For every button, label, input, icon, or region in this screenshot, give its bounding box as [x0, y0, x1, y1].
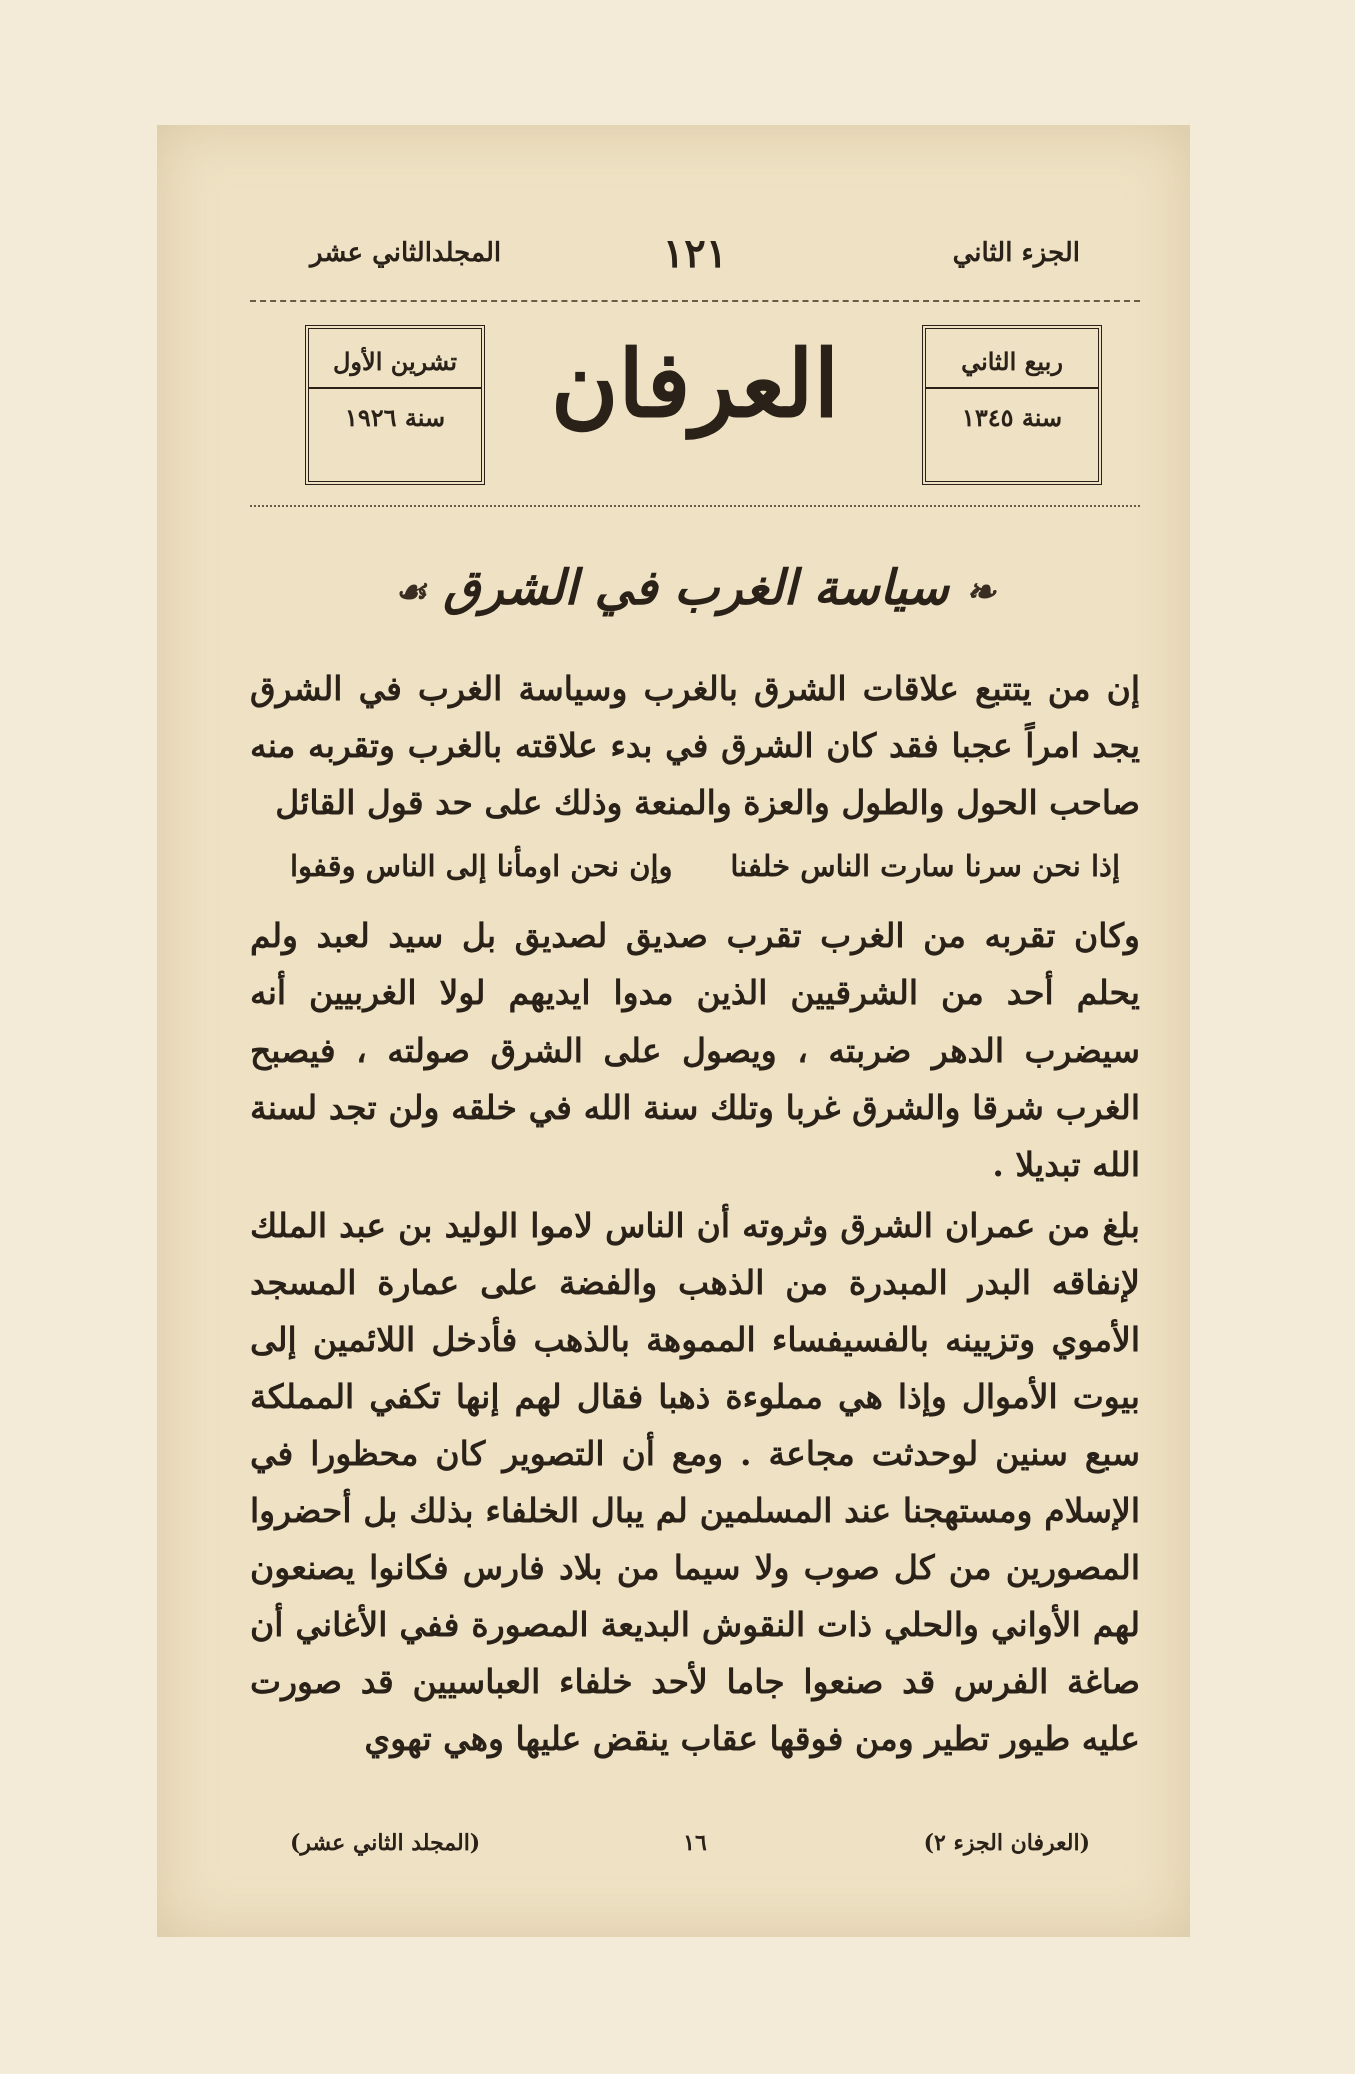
hijri-month: ربيع الثاني: [961, 347, 1063, 376]
gregorian-year: سنة ١٩٢٦: [309, 387, 481, 437]
header-volume: المجلدالثاني عشر: [310, 238, 502, 268]
gregorian-month: تشرين الأول: [332, 347, 458, 376]
page-footer: [250, 1830, 1140, 1870]
footer-volume: (المجلد الثاني عشر): [290, 1830, 481, 1856]
paragraph-3: بلغ من عمران الشرق وثروته أن الناس لاموا الوليد بن عبد الملك لإنفاقه البدر المبدرة من الذهب والفضة على عمارة المسجد الأموي وتزيينه بالفسيفساء المموهة بالذهب فأدخل اللائمين إلى بيوت الأموال وإذا هي مملوءة ذهبا فقال لهم إنها تكفي المملكة سبع سنين لوحدثت مجاعة . ومع أن التصوير كان محظورا في الإسلام ومستهجنا عند المسلمين لم يبال الخلفاء بذلك بل أحضروا المصورين من كل صوب ولا سيما من بلاد فارس فكانوا يصنعون لهم الأواني والحلي ذات النقوش البديعة المصورة ففي الأغاني أن صاغة الفرس قد صنعوا جاما لأحد خلفاء العباسيين قد صورت عليه طيور تطير ومن فوقها عقاب ينقض عليها وهي تهوي: [250, 1205, 1140, 1759]
poetry-verse: [250, 841, 1140, 891]
verse-first-hemistich: إذا نحن سرنا سارت الناس خلفنا: [730, 849, 1120, 884]
footer-issue: (العرفان الجزء ٢): [923, 1830, 1090, 1856]
header-part: الجزء الثاني: [952, 238, 1080, 268]
header-page-number: ١٢١: [662, 230, 728, 277]
gregorian-date-box: [305, 325, 485, 485]
hijri-year: سنة ١٣٤٥: [926, 387, 1098, 437]
paragraph-1: إن من يتتبع علاقات الشرق بالغرب وسياسة الغرب في الشرق يجد امراً عجبا فقد كان الشرق في بدء علاقته بالغرب وتقربه منه صاحب الحول والطول والعزة والمنعة وذلك على حد قول القائل: [250, 669, 1140, 823]
magazine-page: [250, 210, 1140, 1870]
hijri-date-box: [922, 325, 1102, 485]
ornament-right-icon: ❧: [965, 571, 996, 613]
article-title: سياسة الغرب في الشرق: [443, 560, 949, 616]
masthead-title: العرفان: [550, 330, 840, 438]
ornament-left-icon: ☙: [394, 571, 427, 613]
article-title-row: [250, 560, 1140, 616]
header-rule: [250, 300, 1140, 302]
footer-page-number: ١٦: [683, 1830, 707, 1856]
running-header: [250, 230, 1140, 280]
masthead-rule: [250, 505, 1140, 507]
paragraph-2: وكان تقربه من الغرب تقرب صديق لصديق بل سيد لعبد ولم يحلم أحد من الشرقيين الذين مدوا ايديهم لولا الغربيين أنه سيضرب الدهر ضربته ، ويصول على الشرق صولته ، فيصبح الغرب شرقا والشرق غربا وتلك سنة الله في خلقه ولن تجد لسنة الله تبديلا .: [250, 916, 1140, 1184]
article-body: [250, 660, 1140, 1768]
verse-second-hemistich: وإن نحن اومأنا إلى الناس وقفوا: [290, 849, 673, 884]
